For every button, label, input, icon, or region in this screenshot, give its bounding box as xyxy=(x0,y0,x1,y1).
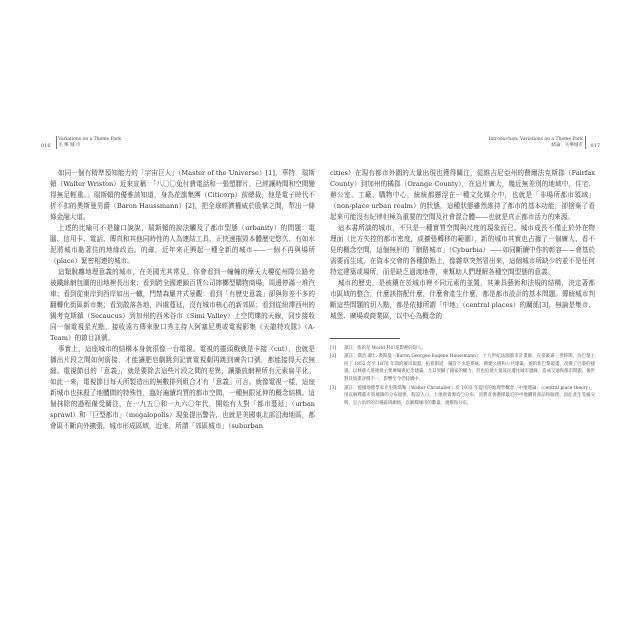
right-page xyxy=(330,130,600,490)
paragraph: 這類脫離地理意義的城市，在美國尤其常見。你會看到一幢幢的摩天大樓從州際公路旁被鐵絲網包圍的田地裡長出來；看到跨全國連鎖百貨公司摔擲型購物商場，周邊停滿一堆汽車；看到從東岸到西岸如出一轍，門禁森嚴井式景觀：看到「有歷史意義」卻與你差不多的翻轉化街區新市集；看到散落各地，四處蔓延，沒有城市核心的新郊區；看到從紐澤西州的錫考克斯鎮（Secaucus）到加州的西米谷市（Simi Valley）上空閃爍的天線，同步接收同一個電視星光點，接收遠方傳來脫口秀主持人阿塞尼奧或電視影集《天龍特攻隊》（A-Team）的節目訊號。 xyxy=(50,268,315,342)
running-head-english: Introduction: Variations on a Theme Park xyxy=(488,137,583,142)
footnote-text: 譯註：喬治·歐仁·奧斯曼（Baron Georges-Eugène Haussmann），十九世紀法國都市計畫師，在拿破崙三世時期，為巴黎主持了 1852 年至 1870 年間的城市規畫，拓寬街道，鋪設下水道系統，興建公園和公共建築，他的新巴黎規畫，改變了巴黎的樣貌，以林蔭大道連接主要廣場與紀念建築，尤其突顯了國家的權力，但也迫使大量貧民遷往城市邊緣，造成交通和都市問題，後世對其規畫評價不一，影響至今仍持續中。 xyxy=(344,354,595,382)
left-page-header xyxy=(38,136,121,149)
footnotes xyxy=(330,338,595,408)
running-head-chinese: 緒論：失樂城市 xyxy=(551,143,583,148)
footnote-number: [2] xyxy=(330,354,337,360)
header-divider xyxy=(56,136,57,149)
footnote xyxy=(330,353,595,383)
paragraph: 上述的比喻可不是隨口說說，瑞斯頓的說法觸及了都市型態（urbanity）的問題：電腦、信用卡、電話、傳真和其他同時性的人為連結工具，正快速摧毀本體歷史悠久、有如水泥將城市黏著住的地緣政治。的確，近年來正興起一種全新的城市——一個不再與場所（place）緊密相連的城市。 xyxy=(50,224,315,265)
right-page-body xyxy=(330,168,595,322)
paragraph: 事實上，這座城市的結構本身就很像一台電視。電視的靈頭戲就是卡接（cut），也就是播出片段之間如何銜接，才能讓肥皂劇跳到記實電視劇再跳到廣告口號，都能接得天衣無縫。電視節目的「意義」，就是要除去這些片段之間的差異，讓播放網裡所有元素扁平化。如此一來，電視節目每天所製造出的無數排列組合才有「意義」可言。就像電視一樣，這座新城市也抹殺了地體間的特殊性，臨好遍續均質的都市空間，一種無限延伸的概念結構。這個抹除的過程備受關注，在一九五〇和一九六〇年代，開始有人對「都市蔓延」（urban sprawl）和「巨型都市」（megalopolis）現象提出警告，也就是美國東北部沿海地區，都會區不斷向外擴張，城市形成區域，近來，所謂「郊區城市」（suburban xyxy=(50,345,315,430)
header-divider xyxy=(585,136,586,149)
running-head xyxy=(58,137,121,149)
running-head-english: Variations on a Theme Park xyxy=(58,137,121,142)
paragraph: 如同一個有精準預知能力的「宇宙巨人」（Master of the Universe）[1]，華特．瑞斯頓（Walter Wriston）近來宣稱：「八〇〇兔付費電話和一張塑膠片，已經讓時間和空間變得無足輕重。」瑞斯頓的優雅該知道，身為花旗集團（Citicorp）前總裁，他是電子時代不折不扣的奧斯曼男爵（Baron Haussmann）[2]，把全球經濟權威於股掌之間，犁出一條條金融大道。 xyxy=(50,169,315,221)
left-page-body xyxy=(50,168,315,432)
footnote-number: [1] xyxy=(330,345,337,351)
right-page-header xyxy=(489,136,603,149)
footnote-number: [3] xyxy=(330,385,337,391)
running-head-chinese: 失 樂 城 市 xyxy=(58,143,81,148)
footnote-rule xyxy=(330,338,400,339)
running-head xyxy=(489,137,583,149)
book-spread xyxy=(30,130,610,490)
paragraph: cities）在現有都市外圍的大量出現也獲得關注，從維吉尼亞州的費爾法克斯郡（Fairfax County）到加州的橘郡（Orange County），在這片廣大，幾近無差別的地域中，住宅、辦公室、工廠、購物中心，統統都懸浮在一種文化媒介中，也就是「非場所都市領域」（non-place urban realm）的狀態，這種狀態雖然維持了都市的基本功能，卻捨棄了看起來可能沒有紀律但極為重要的空間及社會混合體——也就是真正都市活力的來源。 xyxy=(330,169,595,221)
footnote xyxy=(330,345,595,353)
footnote xyxy=(330,385,595,408)
paragraph: 城市的歷史，是被鑲在於城市裡不同元素的並置，其兼具藝術和法規的結構，決定著都市區域的整合，什麼該搭配什麼，什麼會產生什麼，都是都市設計的基本問題。傳統城市判斷這些問題的切入點，都是依據所謂「中地」（central places）的關係[3]，無論是集市、城堡、廣場或商業區，以中心為概念的 xyxy=(330,279,595,320)
footnote-text: 譯註：指的是 World 科幻電影裡的超人。 xyxy=(344,345,426,351)
footnote-text: 譯註：德國地理學家克里斯塔勒（Walter Christaller）於 1933 年提出的地理學概念「中地理論」（central place theory），用以解釋都市與城鎮的分布規律，假設人口、土地與資源均勻分布，消費者會選擇最近的中地購買商品和服務，因此產生等級分明、呈六角形的市場區域網絡，以解釋城市的數量、規模和分布。 xyxy=(344,385,595,406)
left-page xyxy=(41,130,315,490)
page-number: 016 xyxy=(41,143,51,149)
page-number: 017 xyxy=(590,143,600,149)
paragraph: 這本書所談的城市，不只是一種實質空間與尺度的現象而已。城市成長不僅止於外在物理面（比方失控的都市密度，或擴張轉移的範圍），新的城市其實也占據了一個廣大、看不見的概念空間，這個無形的「網路城市」（Cyburbia）——如同斷續中作的彰容——會基於需要而生成，在資本交會的各種節點上，像雜草突然冒出來，這個城市所缺少的並不是任何特定建築或場所，而是缺乏過渡地帶，來幫助人們理解各種空間型態的意義。 xyxy=(330,224,595,276)
